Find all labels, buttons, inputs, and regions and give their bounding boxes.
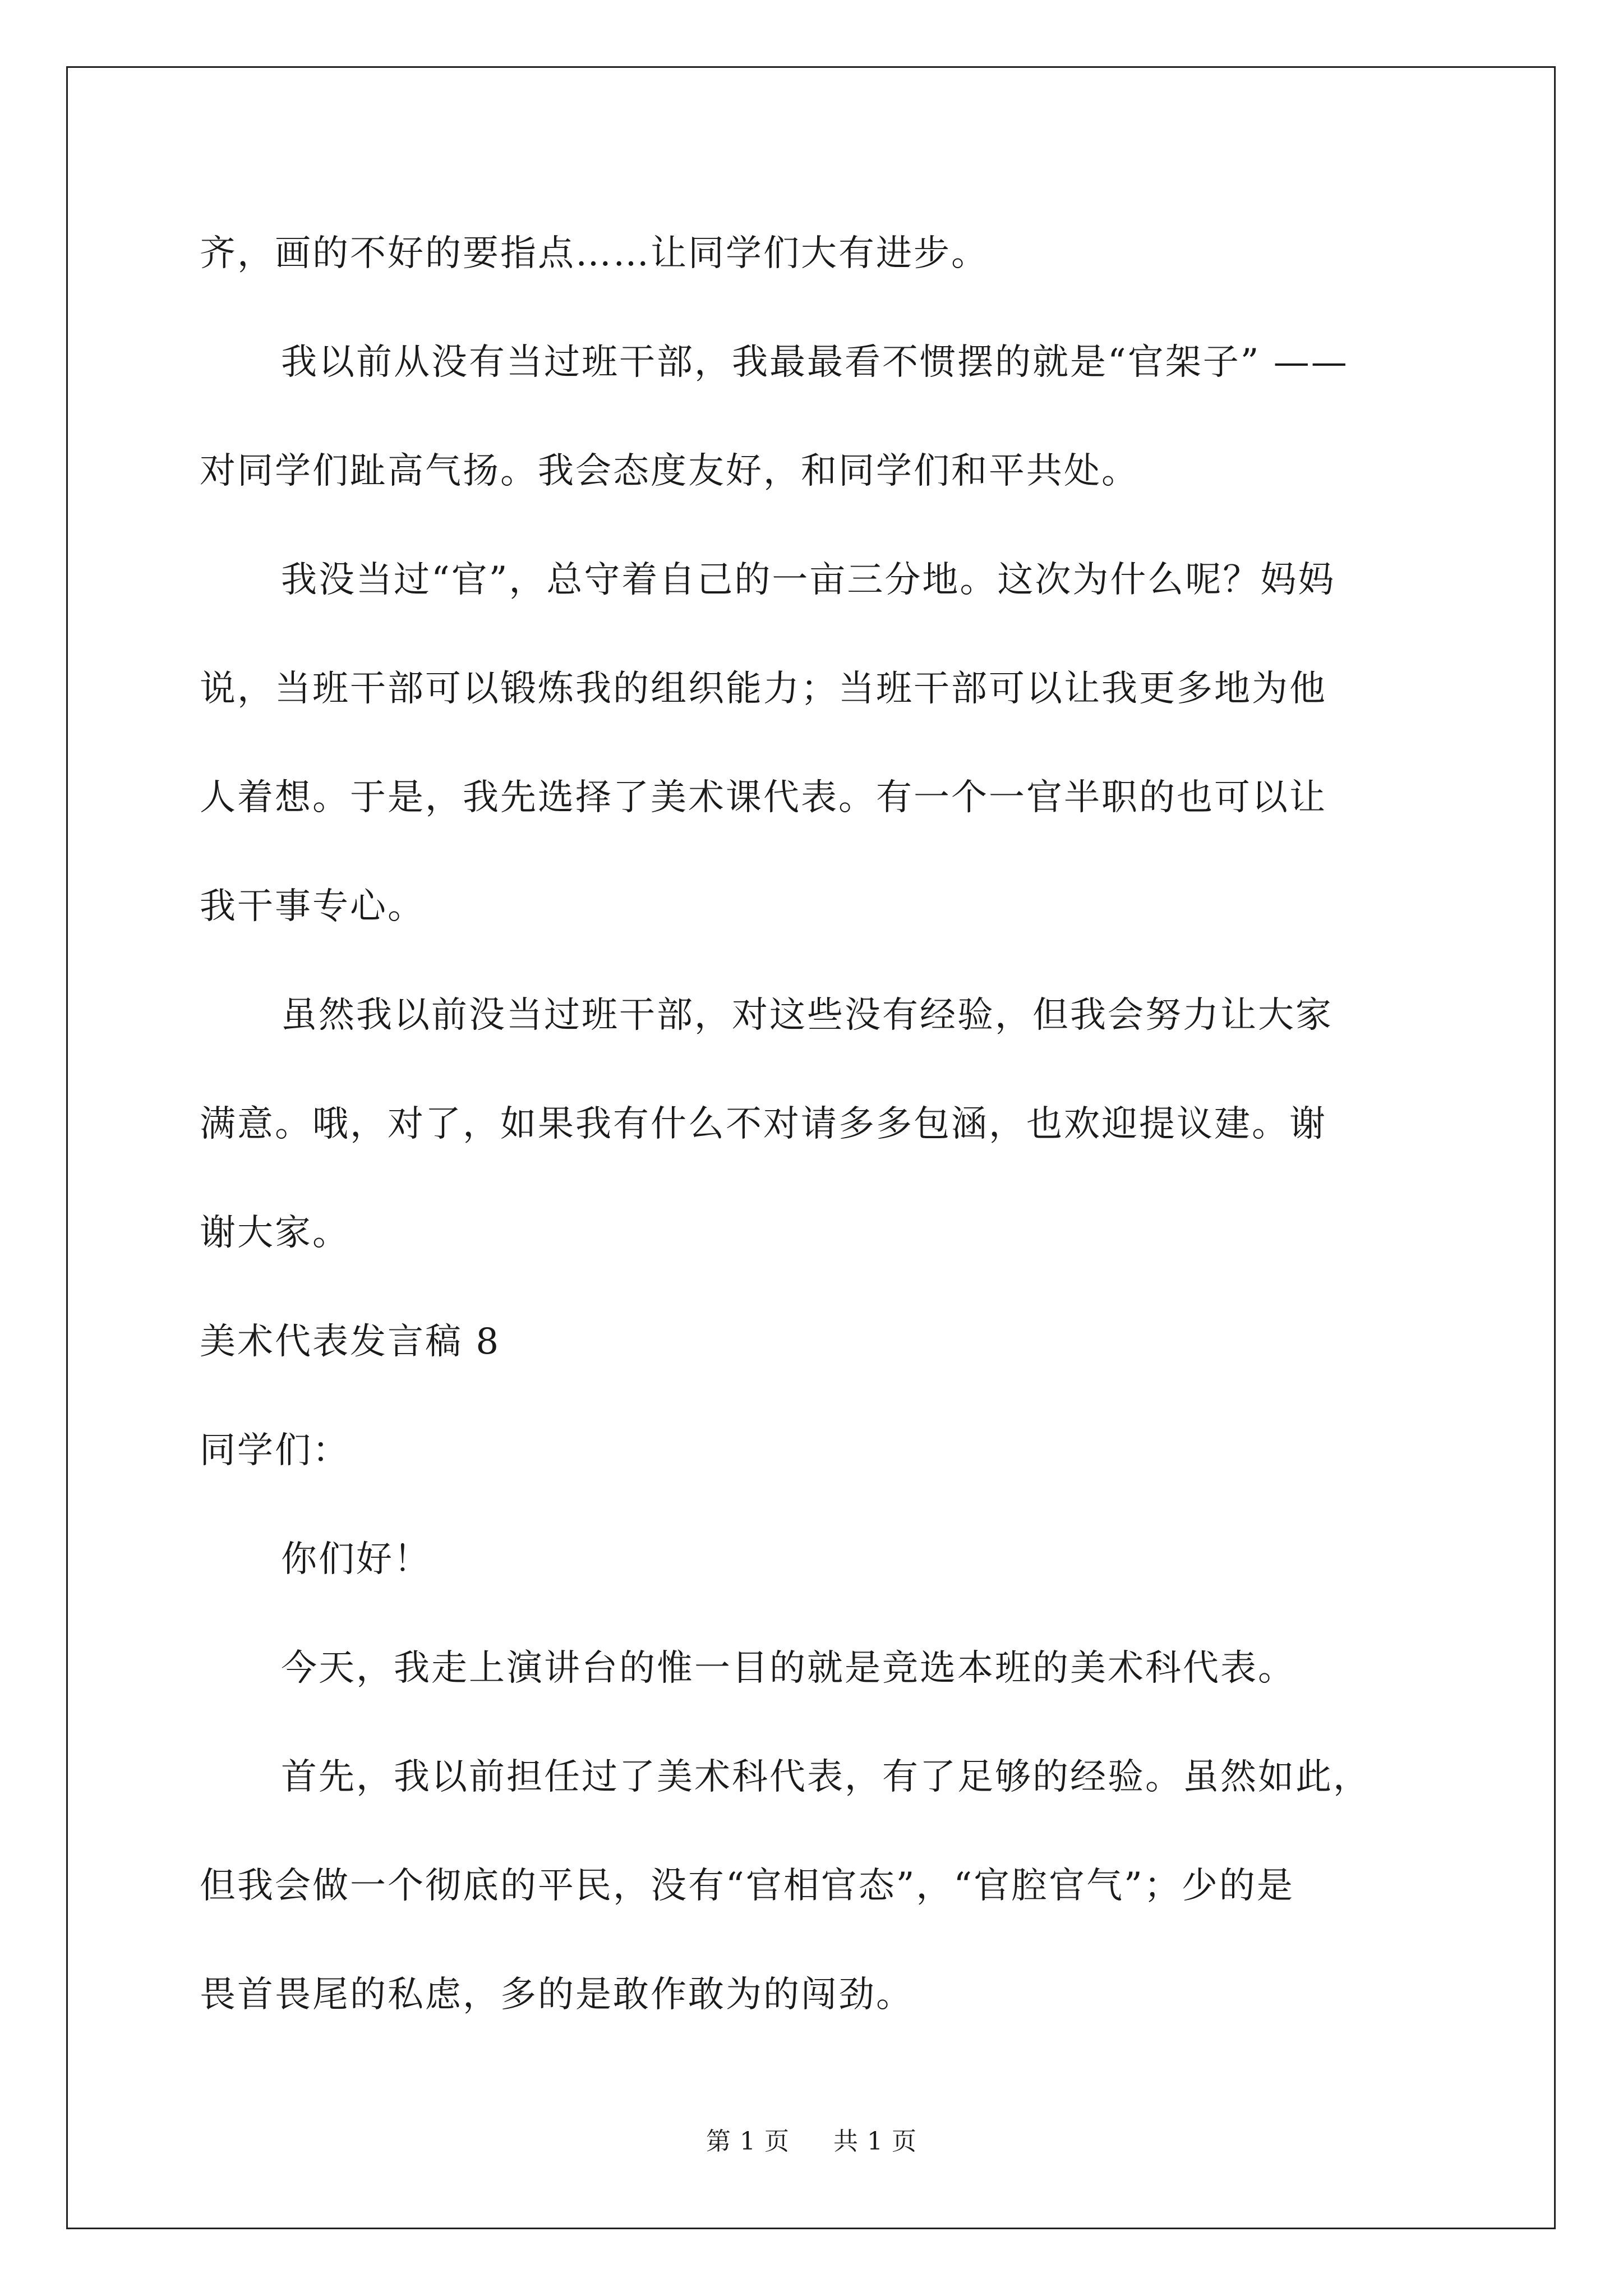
greeting: 你们好！ — [281, 1539, 431, 1580]
body-line-8: 虽然我以前没当过班干部，对这些没有经验，但我会努力让大家 — [281, 995, 1333, 1036]
body-line-9: 满意。哦，对了，如果我有什么不对请多多包涵，也欢迎提议建。谢 — [200, 1103, 1327, 1145]
page-number-total: 共 1 页 — [833, 2127, 917, 2156]
body-line-16: 但我会做一个彻底的平民，没有“官相官态”，“官腔官气”；少的是 — [200, 1865, 1294, 1907]
body-line-14: 今天，我走上演讲台的惟一目的就是竞选本班的美术科代表。 — [281, 1648, 1295, 1689]
page-footer — [0, 2129, 1623, 2154]
body-line-4: 我没当过“官”，总守着自己的一亩三分地。这次为什么呢？妈妈 — [281, 559, 1336, 601]
page-number-current: 第 1 页 — [706, 2127, 790, 2156]
body-line-2: 我以前从没有当过班干部，我最最看不惯摆的就是“官架子” —— — [281, 342, 1349, 383]
body-line-17: 畏首畏尾的私虑，多的是敢作敢为的闯劲。 — [200, 1974, 914, 2016]
body-line-6: 人着想。于是，我先选择了美术课代表。有一个一官半职的也可以让 — [200, 777, 1327, 818]
body-line-1: 齐，画的不好的要指点……让同学们大有进步。 — [200, 233, 989, 274]
body-line-3: 对同学们趾高气扬。我会态度友好，和同学们和平共处。 — [200, 450, 1139, 492]
body-line-10: 谢大家。 — [200, 1212, 350, 1254]
body-line-5: 说，当班干部可以锻炼我的组织能力；当班干部可以让我更多地为他 — [200, 668, 1327, 710]
section-title: 美术代表发言稿 8 — [200, 1321, 501, 1363]
body-line-7: 我干事专心。 — [200, 886, 425, 927]
salutation: 同学们： — [200, 1430, 350, 1471]
body-line-15: 首先，我以前担任过了美术科代表，有了足够的经验。虽然如此， — [281, 1756, 1371, 1798]
